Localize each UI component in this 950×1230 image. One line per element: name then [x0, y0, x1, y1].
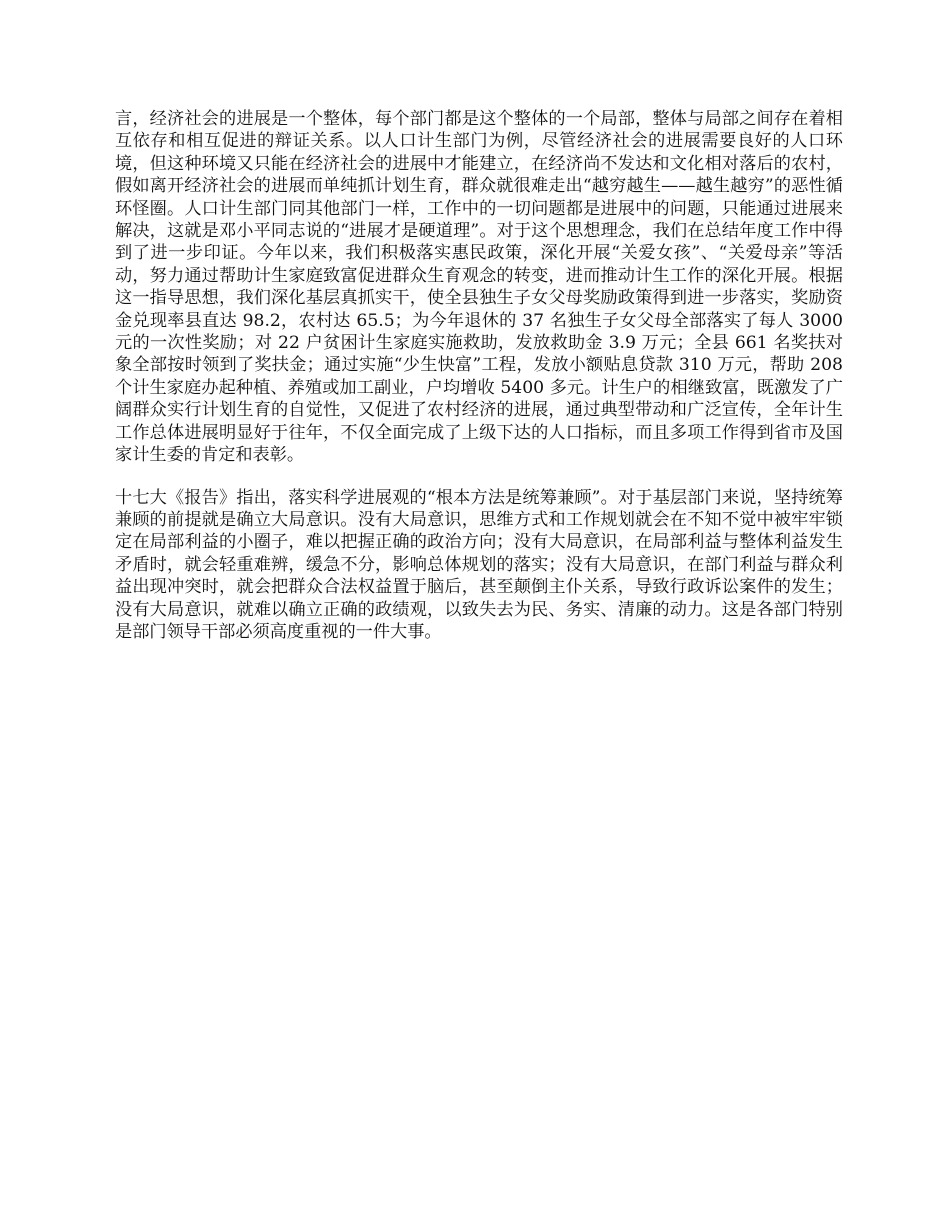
paragraph-2: 十七大《报告》指出，落实科学进展观的“根本方法是统筹兼顾”。对于基层部门来说，坚持统筹兼顾的前提就是确立大局意识。没有大局意识，思维方式和工作规划就会在不知不觉中被牢牢锁定在局部利益的小圈子，难以把握正确的政治方向；没有大局意识，在局部利益与整体利益发生矛盾时，就会轻重难辨，缓急不分，影响总体规划的落实；没有大局意识，在部门利益与群众利益出现冲突时，就会把群众合法权益置于脑后，甚至颠倒主仆关系，导致行政诉讼案件的发生；没有大局意识，就难以确立正确的政绩观，以致失去为民、务实、清廉的动力。这是各部门特别是部门领导干部必须高度重视的一件大事。	[115, 487, 843, 642]
document-body	[115, 108, 843, 663]
paragraph-1: 言，经济社会的进展是一个整体，每个部门都是这个整体的一个局部，整体与局部之间存在着相互依存和相互促进的辩证关系。以人口计生部门为例，尽管经济社会的进展需要良好的人口环境，但这种环境又只能在经济社会的进展中才能建立，在经济尚不发达和文化相对落后的农村，假如离开经济社会的进展而单纯抓计划生育，群众就很难走出“越穷越生——越生越穷”的恶性循环怪圈。人口计生部门同其他部门一样，工作中的一切问题都是进展中的问题，只能通过进展来解决，这就是邓小平同志说的“进展才是硬道理”。对于这个思想理念，我们在总结年度工作中得到了进一步印证。今年以来，我们积极落实惠民政策，深化开展“关爱女孩”、“关爱母亲”等活动，努力通过帮助计生家庭致富促进群众生育观念的转变，进而推动计生工作的深化开展。根据这一指导思想，我们深化基层真抓实干，使全县独生子女父母奖励政策得到进一步落实，奖励资金兑现率县直达 98.2，农村达 65.5；为今年退休的 37 名独生子女父母全部落实了每人 3000 元的一次性奖励；对 22 户贫困计生家庭实施救助，发放救助金 3.9 万元；全县 661 名奖扶对象全部按时领到了奖扶金；通过实施“少生快富”工程，发放小额贴息贷款 310 万元，帮助 208 个计生家庭办起种植、养殖或加工副业，户均增收 5400 多元。计生户的相继致富，既激发了广阔群众实行计划生育的自觉性，又促进了农村经济的进展，通过典型带动和广泛宣传，全年计生工作总体进展明显好于往年，不仅全面完成了上级下达的人口指标，而且多项工作得到省市及国家计生委的肯定和表彰。	[115, 109, 843, 466]
